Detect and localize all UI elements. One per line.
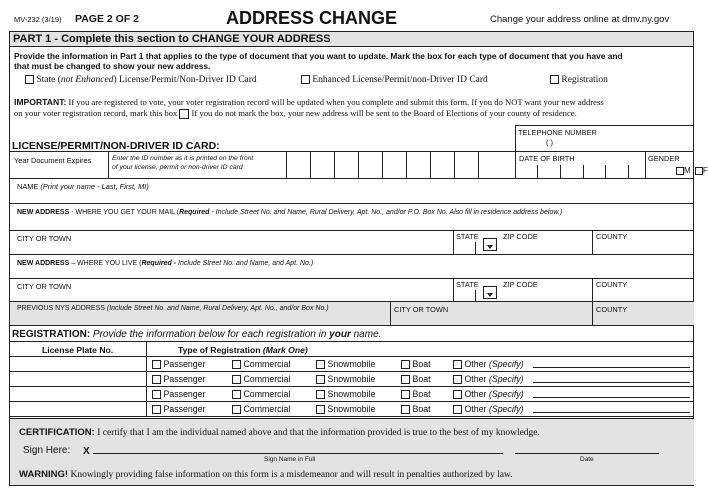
registration-heading bbox=[12, 329, 381, 340]
previous-county-label: COUNTY bbox=[596, 305, 628, 314]
col-type-header-b: (Mark One) bbox=[262, 345, 308, 355]
mail-zip-label: ZIP CODE bbox=[503, 232, 538, 241]
reg-snowmobile-checkbox[interactable] bbox=[316, 360, 325, 369]
certification-text bbox=[19, 427, 540, 438]
doctype-enhanced-checkbox[interactable] bbox=[301, 75, 310, 84]
plate-number-input[interactable] bbox=[11, 387, 145, 400]
reg-option-snowmobile[interactable] bbox=[316, 359, 375, 369]
divider bbox=[10, 178, 694, 179]
reg-passenger-checkbox[interactable] bbox=[152, 375, 161, 384]
important-line2 bbox=[14, 108, 577, 119]
reg-commercial-label: Commercial bbox=[243, 374, 291, 384]
plate-number-input[interactable] bbox=[11, 402, 145, 415]
divider bbox=[592, 301, 593, 326]
reg-passenger-checkbox[interactable] bbox=[152, 405, 161, 414]
reg-option-boat[interactable] bbox=[401, 404, 431, 414]
gender-m-checkbox[interactable] bbox=[676, 167, 684, 175]
reg-snowmobile-label: Snowmobile bbox=[327, 374, 376, 384]
signature-field[interactable] bbox=[93, 441, 503, 454]
reg-boat-checkbox[interactable] bbox=[401, 390, 410, 399]
previous-city-label: CITY OR TOWN bbox=[394, 305, 449, 314]
chevron-down-icon bbox=[484, 241, 496, 252]
reg-other-label: Other bbox=[464, 359, 489, 369]
doctype-registration-label: Registration bbox=[561, 75, 608, 85]
reg-other-specify: (Specify) bbox=[488, 389, 524, 399]
doctype-enhanced-option[interactable] bbox=[301, 75, 488, 85]
reg-option-passenger[interactable] bbox=[152, 389, 206, 399]
doctype-state-checkbox[interactable] bbox=[25, 75, 34, 84]
reg-boat-checkbox[interactable] bbox=[401, 375, 410, 384]
reg-passenger-checkbox[interactable] bbox=[152, 390, 161, 399]
doctype-registration-option[interactable] bbox=[550, 75, 608, 85]
warning-label: WARNING! bbox=[19, 469, 69, 480]
date-caption: Date bbox=[580, 456, 594, 463]
instructions-line2: that must be changed to show your new address. bbox=[14, 61, 211, 71]
reg-commercial-label: Commercial bbox=[243, 359, 291, 369]
form-id: MV-232 (3/19) bbox=[14, 15, 62, 24]
plate-number-input[interactable] bbox=[11, 357, 145, 370]
divider bbox=[475, 242, 476, 254]
reg-option-passenger[interactable] bbox=[152, 374, 206, 384]
previous-address-label bbox=[17, 305, 329, 312]
reg-other-checkbox[interactable] bbox=[453, 375, 462, 384]
gender-f-label: F bbox=[702, 166, 708, 175]
important-text2b: If you do not mark the box, your new address will be sent to the Board of Elections of your county of residence. bbox=[189, 108, 577, 118]
plate-number-input[interactable] bbox=[11, 372, 145, 385]
signature-caption: Sign Name in Full bbox=[264, 456, 316, 463]
col-plate-header: License Plate No. bbox=[42, 345, 114, 355]
reg-snowmobile-label: Snowmobile bbox=[327, 404, 376, 414]
important-text2a: on your voter registration record, mark this box bbox=[14, 108, 178, 118]
year-expires-label: Year Document Expires bbox=[14, 156, 92, 165]
registration-heading-b: Provide the information below for each registration in bbox=[90, 329, 330, 340]
reg-commercial-checkbox[interactable] bbox=[232, 360, 241, 369]
reg-other-label: Other bbox=[464, 374, 489, 384]
sign-x: X bbox=[83, 446, 90, 457]
gender-f-checkbox[interactable] bbox=[695, 167, 703, 175]
divider bbox=[583, 165, 584, 178]
part1-heading: PART 1 - Complete this section to CHANGE YOUR ADDRESS bbox=[13, 33, 331, 45]
online-note: Change your address online at dmv.ny.gov bbox=[490, 14, 670, 25]
doctype-registration-checkbox[interactable] bbox=[550, 75, 559, 84]
reg-option-commercial[interactable] bbox=[232, 389, 290, 399]
gender-options bbox=[676, 166, 708, 175]
other-specify-input[interactable] bbox=[533, 377, 690, 383]
reg-boat-label: Boat bbox=[412, 389, 431, 399]
divider bbox=[605, 165, 606, 178]
reg-boat-label: Boat bbox=[412, 374, 431, 384]
mail-state-dropdown[interactable] bbox=[483, 238, 497, 251]
divider bbox=[592, 230, 593, 254]
live-address-label bbox=[17, 260, 313, 267]
reg-boat-label: Boat bbox=[412, 404, 431, 414]
live-city-label: CITY OR TOWN bbox=[17, 282, 72, 291]
previous-address-label-b: (Include Street No. and Name, Rural Delivery, Apt. No., and/or Box No.) bbox=[106, 305, 329, 312]
col-type-header bbox=[178, 345, 308, 355]
reg-option-commercial[interactable] bbox=[232, 359, 290, 369]
certification-body: I certify that I am the individual named above and that the information provided is true to the best of my knowledge. bbox=[94, 428, 540, 438]
reg-snowmobile-checkbox[interactable] bbox=[316, 405, 325, 414]
certification-label: CERTIFICATION: bbox=[19, 427, 95, 438]
divider bbox=[537, 165, 538, 178]
reg-option-snowmobile[interactable] bbox=[316, 374, 375, 384]
telephone-parens: ( ) bbox=[546, 138, 553, 147]
dob-label: DATE OF BIRTH bbox=[519, 154, 575, 163]
reg-other-label: Other bbox=[464, 404, 489, 414]
reg-boat-checkbox[interactable] bbox=[401, 405, 410, 414]
page-title: ADDRESS CHANGE bbox=[226, 8, 398, 28]
reg-passenger-label: Passenger bbox=[163, 359, 206, 369]
id-hint-line1: Enter the ID number as it is printed on the front bbox=[112, 155, 254, 162]
name-label-b: (Print your name - Last, First, MI) bbox=[40, 182, 149, 191]
reg-option-other[interactable] bbox=[453, 374, 524, 384]
gender-label: GENDER bbox=[648, 154, 680, 163]
reg-option-other[interactable] bbox=[453, 404, 524, 414]
divider bbox=[10, 416, 694, 417]
reg-passenger-label: Passenger bbox=[163, 374, 206, 384]
divider bbox=[592, 278, 593, 301]
reg-option-other[interactable] bbox=[453, 389, 524, 399]
doctype-state-option[interactable] bbox=[25, 75, 257, 85]
voter-optout-checkbox[interactable] bbox=[179, 109, 189, 119]
live-address-label-d: Include Street No. and Name, and Apt. No.) bbox=[176, 260, 314, 267]
live-state-label: STATE bbox=[456, 280, 479, 289]
page-number: PAGE 2 OF 2 bbox=[75, 13, 139, 25]
divider bbox=[10, 341, 694, 342]
important-text1: If you are registered to vote, your voter registration record will be updated when you complete and submit this form. If you do NOT want your new address bbox=[66, 97, 604, 107]
reg-passenger-label: Passenger bbox=[163, 389, 206, 399]
doctype-state-label-c: ) License/Permit/Non-Driver ID Card bbox=[113, 75, 257, 85]
name-input[interactable] bbox=[11, 192, 693, 202]
reg-other-specify: (Specify) bbox=[488, 374, 524, 384]
reg-commercial-label: Commercial bbox=[243, 404, 291, 414]
reg-option-snowmobile[interactable] bbox=[316, 404, 375, 414]
part1-header bbox=[10, 32, 693, 47]
divider bbox=[475, 290, 476, 301]
mail-address-label-d: - Include Street No. and Name, Rural Delivery, Apt. No., and/or P.O. Box No. Also fill in residence address below.) bbox=[209, 209, 563, 216]
reg-snowmobile-label: Snowmobile bbox=[327, 359, 376, 369]
reg-option-passenger[interactable] bbox=[152, 404, 206, 414]
registration-heading-d: name. bbox=[350, 329, 382, 340]
divider bbox=[645, 151, 646, 178]
date-field[interactable] bbox=[515, 441, 659, 454]
telephone-label: TELEPHONE NUMBER bbox=[518, 128, 597, 137]
mail-state-label: STATE bbox=[456, 232, 479, 241]
reg-commercial-label: Commercial bbox=[243, 389, 291, 399]
other-specify-input[interactable] bbox=[533, 362, 690, 368]
reg-commercial-checkbox[interactable] bbox=[232, 375, 241, 384]
live-street-input[interactable] bbox=[11, 268, 693, 277]
reg-option-commercial[interactable] bbox=[232, 374, 290, 384]
reg-option-boat[interactable] bbox=[401, 374, 431, 384]
warning-text bbox=[19, 469, 513, 480]
registration-heading-c: your bbox=[329, 329, 351, 340]
mail-address-label-c: Required bbox=[179, 209, 210, 216]
divider bbox=[453, 230, 454, 254]
warning-body: Knowingly providing false information on this form is a misdemeanor and will result in penalties authorized by law. bbox=[68, 470, 513, 480]
name-label-a: NAME bbox=[17, 182, 41, 191]
name-label bbox=[17, 182, 149, 191]
registration-heading-a: REGISTRATION: bbox=[12, 329, 91, 340]
mail-address-label-a: NEW ADDRESS bbox=[17, 209, 70, 216]
important-line1 bbox=[14, 97, 604, 107]
reg-option-snowmobile[interactable] bbox=[316, 389, 375, 399]
reg-commercial-checkbox[interactable] bbox=[232, 390, 241, 399]
live-address-label-b: – WHERE YOU LIVE ( bbox=[69, 260, 142, 267]
reg-option-boat[interactable] bbox=[401, 389, 431, 399]
reg-other-checkbox[interactable] bbox=[453, 360, 462, 369]
reg-boat-checkbox[interactable] bbox=[401, 360, 410, 369]
divider bbox=[560, 165, 561, 178]
live-address-label-c: Required - bbox=[141, 260, 177, 267]
gender-m-label: M bbox=[684, 166, 691, 175]
reg-commercial-checkbox[interactable] bbox=[232, 405, 241, 414]
mail-address-label-b: - WHERE YOU GET YOUR MAIL ( bbox=[69, 209, 180, 216]
reg-passenger-label: Passenger bbox=[163, 404, 206, 414]
other-specify-input[interactable] bbox=[533, 407, 690, 413]
reg-snowmobile-checkbox[interactable] bbox=[316, 390, 325, 399]
doctype-state-label-b: not Enhanced bbox=[60, 75, 114, 85]
divider bbox=[108, 151, 109, 178]
chevron-down-icon bbox=[484, 289, 496, 300]
id-number-input[interactable] bbox=[287, 152, 515, 177]
reg-other-specify: (Specify) bbox=[488, 404, 524, 414]
mail-street-input[interactable] bbox=[11, 218, 693, 228]
instructions-line1: Provide the information in Part 1 that applies to the type of document that you want to update. Mark the box for each type of document that you have and bbox=[14, 51, 623, 61]
reg-option-other[interactable] bbox=[453, 359, 524, 369]
other-specify-input[interactable] bbox=[533, 392, 690, 398]
divider bbox=[453, 278, 454, 301]
reg-passenger-checkbox[interactable] bbox=[152, 360, 161, 369]
mail-city-label: CITY OR TOWN bbox=[17, 234, 72, 243]
divider bbox=[10, 254, 694, 255]
mail-county-label: COUNTY bbox=[596, 232, 628, 241]
doctype-enhanced-label: Enhanced License/Permit/non-Driver ID Card bbox=[312, 75, 488, 85]
important-label: IMPORTANT: bbox=[14, 97, 67, 107]
reg-option-passenger[interactable] bbox=[152, 359, 206, 369]
reg-other-label: Other bbox=[464, 389, 489, 399]
col-type-header-a: Type of Registration bbox=[178, 345, 263, 355]
mail-address-label bbox=[17, 209, 562, 216]
doctype-state-label-a: State ( bbox=[36, 75, 61, 85]
reg-boat-label: Boat bbox=[412, 359, 431, 369]
divider bbox=[146, 341, 147, 416]
divider bbox=[628, 165, 629, 178]
reg-other-checkbox[interactable] bbox=[453, 405, 462, 414]
reg-other-checkbox[interactable] bbox=[453, 390, 462, 399]
reg-snowmobile-checkbox[interactable] bbox=[316, 375, 325, 384]
live-county-label: COUNTY bbox=[596, 280, 628, 289]
reg-option-boat[interactable] bbox=[401, 359, 431, 369]
live-address-label-a: NEW ADDRESS bbox=[17, 260, 70, 267]
reg-other-specify: (Specify) bbox=[488, 359, 524, 369]
live-zip-label: ZIP CODE bbox=[503, 280, 538, 289]
divider bbox=[10, 203, 694, 204]
previous-address-label-a: PREVIOUS NYS ADDRESS bbox=[17, 305, 107, 312]
divider bbox=[515, 125, 694, 126]
divider bbox=[390, 301, 391, 326]
id-hint-line2: of your license, permit or non-driver ID card bbox=[112, 164, 243, 171]
reg-option-commercial[interactable] bbox=[232, 404, 290, 414]
license-heading: LICENSE/PERMIT/NON-DRIVER ID CARD: bbox=[12, 140, 220, 152]
live-state-dropdown[interactable] bbox=[483, 286, 497, 299]
sign-here-label: Sign Here: bbox=[23, 445, 71, 456]
reg-snowmobile-label: Snowmobile bbox=[327, 389, 376, 399]
